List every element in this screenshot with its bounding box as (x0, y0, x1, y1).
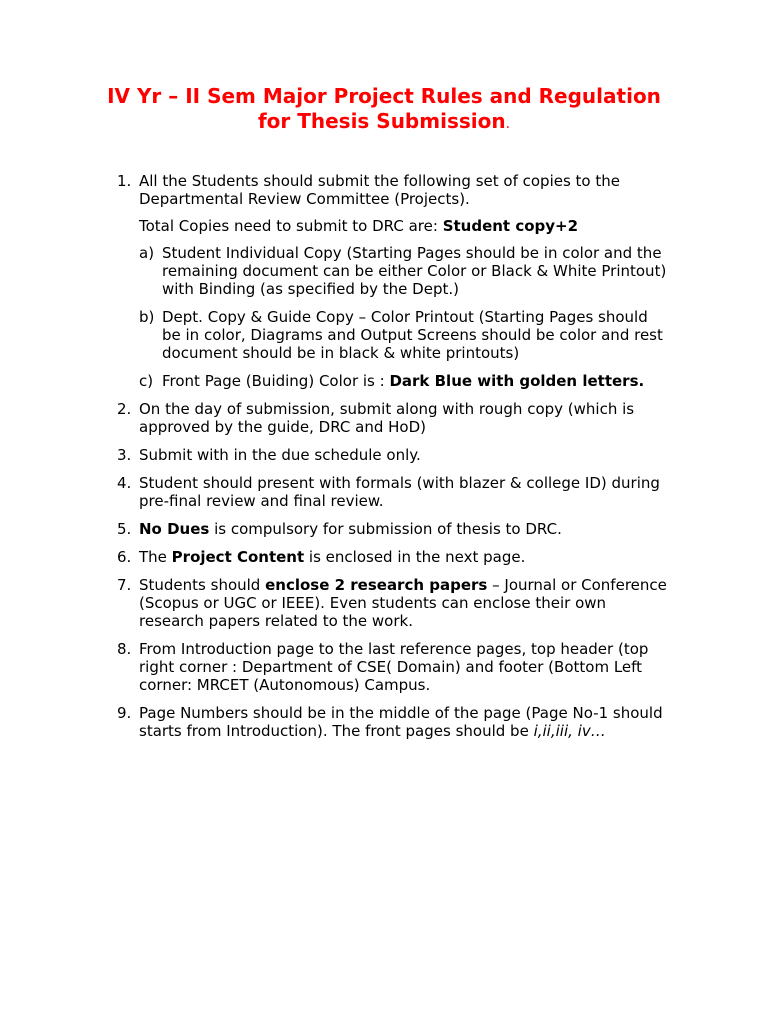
rule-item-1 (0, 172, 669, 390)
rule-number: 2. (117, 400, 132, 418)
rule-item-7 (0, 576, 669, 630)
sub-item-c (139, 372, 669, 390)
rule-suffix: is compulsory for submission of thesis to DRC. (209, 520, 562, 538)
rule-number: 4. (117, 474, 132, 492)
sub-item-text: Dept. Copy & Guide Copy – Color Printout (Starting Pages should be in color, Diagrams and Output Screens should be color and rest document should be in black & white printouts) (162, 308, 663, 362)
rule-item-3 (0, 446, 669, 464)
rule-suffix: is enclosed in the next page. (304, 548, 526, 566)
document-title (0, 84, 768, 137)
title-line-1: IV Yr – II Sem Major Project Rules and Regulation (107, 84, 661, 108)
rule-item-5 (0, 520, 669, 538)
sub-item-label: c) (139, 372, 154, 390)
rule-bold: enclose 2 research papers (265, 576, 488, 594)
rule-text (139, 576, 669, 630)
total-copies-value: Student copy+2 (442, 217, 579, 235)
rule-number: 9. (117, 704, 132, 722)
rule-text: All the Students should submit the following set of copies to the Departmental Review Committee (Projects). (139, 172, 620, 208)
rule-prefix: Students should (139, 576, 266, 594)
rule-text: On the day of submission, submit along with rough copy (which is approved by the guide, DRC and HoD) (139, 400, 635, 436)
sub-item-b (139, 308, 669, 362)
sub-item-text: Front Page (Buiding) Color is : (162, 372, 390, 390)
rule-item-6 (0, 548, 669, 566)
rule-text: Student should present with formals (with blazer & college ID) during pre-final review and final review. (139, 474, 660, 510)
sub-item-label: a) (139, 244, 155, 262)
rule-item-4 (0, 474, 669, 510)
rule-number: 3. (117, 446, 132, 464)
rule-item-9 (0, 704, 669, 740)
rule-text (139, 704, 669, 740)
rule-item-2 (0, 400, 669, 436)
rule-text (139, 548, 669, 566)
title-line-2-text: for Thesis Submission (257, 109, 506, 133)
rule-italic: i,ii,iii, iv… (533, 722, 606, 740)
rule-number: 1. (117, 172, 132, 190)
rule-number: 6. (117, 548, 132, 566)
sub-item-bold: Dark Blue with golden letters. (389, 372, 645, 390)
rule-number: 7. (117, 576, 132, 594)
rule-prefix: Page Numbers should be in the middle of the page (Page No-1 should starts from Introduction). The front pages should be (139, 704, 663, 740)
rule-bold: No Dues (139, 520, 210, 538)
rule-prefix: The (139, 548, 172, 566)
rule-item-8 (0, 640, 669, 694)
rule-suffix: – Journal or Conference (Scopus or UGC or IEEE). Even students can enclose their own research papers related to the work. (139, 576, 667, 630)
total-copies-line (139, 217, 669, 235)
title-line-2 (0, 109, 768, 137)
sub-item-a (139, 244, 669, 298)
total-copies-label: Total Copies need to submit to DRC are: (139, 217, 443, 235)
rule-number: 5. (117, 520, 132, 538)
rule-bold: Project Content (171, 548, 305, 566)
rule-text: Submit with in the due schedule only. (139, 446, 421, 464)
rule-number: 8. (117, 640, 132, 658)
rules-list (0, 172, 768, 750)
sub-item-text: Student Individual Copy (Starting Pages should be in color and the remaining document can be either Color or Black & White Printout) with Binding (as specified by the Dept.) (162, 244, 667, 298)
rule-text: From Introduction page to the last reference pages, top header (top right corner : Department of CSE( Domain) and footer (Bottom Left corner: MRCET (Autonomous) Campus. (139, 640, 649, 694)
sub-item-label: b) (139, 308, 155, 326)
title-period: . (505, 116, 511, 132)
rule-text (139, 520, 669, 538)
